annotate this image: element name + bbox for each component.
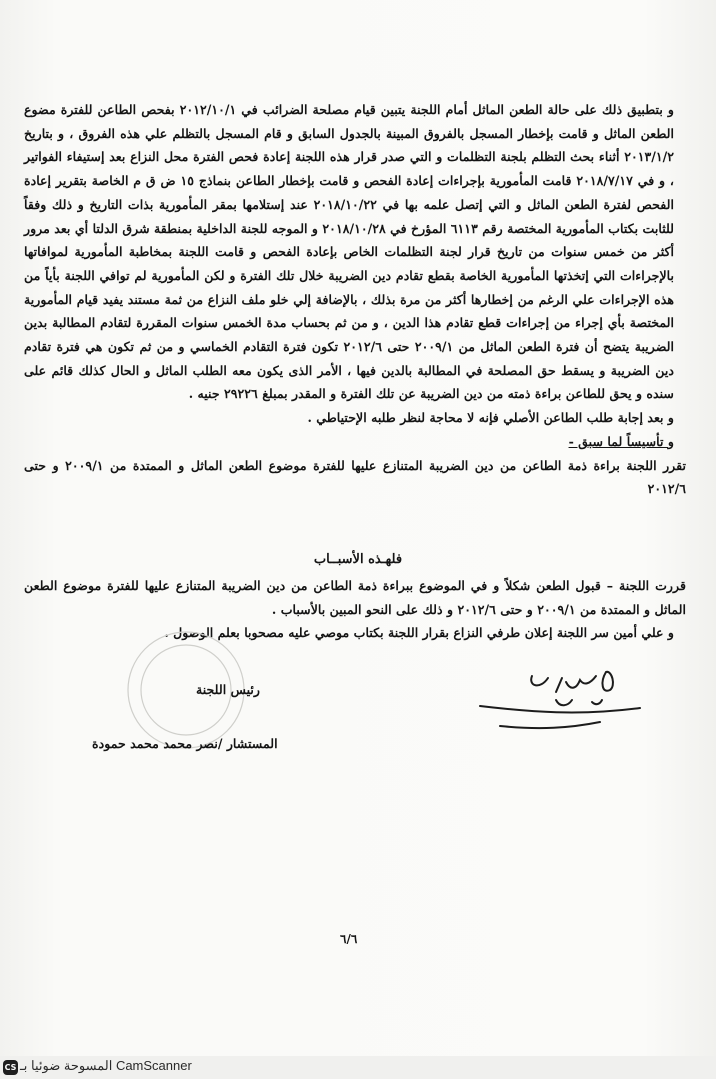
body-paragraph: و تأسيساً لما سبق -	[568, 433, 674, 449]
notification-text: و علي أمين سر اللجنة إعلان طرفي النزاع بقرار اللجنة بكتاب موصي عليه مصحوبا بعلم الوصول .	[164, 625, 674, 641]
reasons-heading: فلهـذه الأسبــاب	[313, 552, 403, 567]
body-paragraph: و بتطبيق ذلك على حالة الطعن الماثل أمام اللجنة يتبين قيام مصلحة الضرائب في ٢٠١٢/١٠/١ بفحص الطاعن للفترة مضوع الطعن الماثل و قامت بإخطار المسجل بالفروق المبينة بالجدول السابق و قام المسجل بالتظلم علي هذه الفروق ، و بتاريخ ٢٠١٣/١/٢ أثناء بحث التظلم بلجنة التظلمات و التي صدر قرار هذه اللجنة إعادة فحص الفترة محل النزاع بعد إستيفاء الفواتير ، و في ٢٠١٨/٧/١٧ قامت المأمورية بإجراءات إعادة الفحص و قامت بإخطار الطاعن بنماذج ١٥ ض ق م الخاصة بتقرير إعادة الفحص لفترة الطعن الماثل و التي إتصل علمه بها في ٢٠١٨/١٠/٢٢ عند إستلامها بمقر المأمورية بذات التاريخ و ذلك وفقاً للثابت بكتاب المأمورية المختصة رقم ٦١١٣ المؤرخ في ٢٠١٨/١٠/٢٨ و الموجه للجنة الداخلية بمنطقة شرق الدلتا أي بعد مرور أكثر من خمس سنوات من تاريخ قرار لجنة التظلمات الخاص بإعادة الفحص و قامت اللجنة بمخاطبة المأمورية لموافاتها بالإجراءات التي إتخذتها المأمورية الخاصة بقطع تقادم دين الضريبة خلال تلك الفترة و لكن المأمورية لم توافي اللجنة بأياً من هذه الإجراءات علي الرغم من إخطارها أكثر من مرة بذلك ، بالإضافة إلي خلو ملف النزاع من ثمة مستند يفيد قيام المأمورية المختصة بأي إجراء من إجراءات قطع تقادم هذا الدين ، و من ثم بحساب مدة الخمس سنوات المقررة لتقادم المطالبة بدين الضريبة يتضح أن فترة الطعن الماثل من ٢٠٠٩/١ حتى ٢٠١٢/٦ تكون فترة التقادم الخماسي و من ثم تكون هي فترة تقادم دين الضريبة و يسقط حق المصلحة في المطالبة بالدين فيها ، الأمر الذى يكون معه الطلب الماثل و الحال كذلك قائم على سنده و يحق للطاعن براءة ذمته من دين الضريبة عن تلك الفترة و المقدر بمبلغ ٢٩٢٢٦ جنيه .	[24, 102, 675, 402]
page-number: ٦/٦	[340, 932, 358, 946]
ruling-text: قررت اللجنة – قبول الطعن شكلاً و في الموضوع ببراءة ذمة الطاعن من دين الضريبة المتنازع عليها للفترة موضوع الطعن الماثل و الممتدة من ٢٠٠٩/١ و حتى ٢٠١٢/٦ و ذلك على النحو المبين بالأسباب .	[24, 578, 686, 617]
camscanner-logo-icon: CS	[3, 1060, 18, 1075]
body-paragraph: و بعد إجابة طلب الطاعن الأصلي فإنه لا محاجة لنظر طلبه الإحتياطي .	[307, 410, 674, 426]
signature-name: المستشار /نصر محمد محمد حمودة	[92, 736, 278, 751]
camscanner-watermark: CamScanner المسوحة ضوئيا بـ	[20, 1058, 192, 1073]
body-paragraph: تقرر اللجنة براءة ذمة الطاعن من دين الضريبة المتنازع عليها للفترة موضوع الطعن الماثل و الممتدة من ٢٠٠٩/١ و حتى ٢٠١٢/٦	[24, 457, 686, 497]
signature-title: رئيس اللجنة	[196, 682, 261, 697]
scanner-footer	[0, 1056, 716, 1079]
handwritten-signature	[480, 672, 640, 728]
